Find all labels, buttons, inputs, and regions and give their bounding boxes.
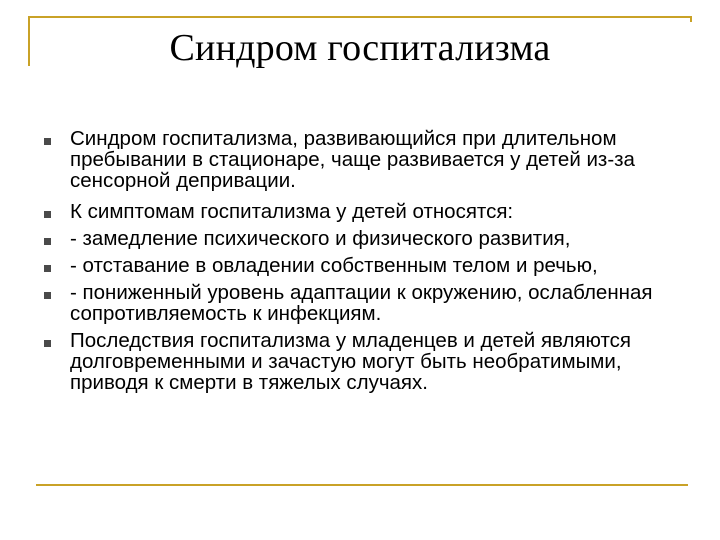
bullet-square-icon <box>44 138 51 145</box>
bullet-text: - замедление психического и физического развития, <box>70 227 571 250</box>
bullet-text: Синдром госпитализма, развивающийся при длительном пребывании в стационаре, чаще развивается у детей из-за сенсорной депривации. <box>70 127 635 192</box>
slide-title: Синдром госпитализма <box>169 27 551 69</box>
bullet-list <box>44 128 694 399</box>
bullet-square-icon <box>44 340 51 347</box>
bullet-text: - пониженный уровень адаптации к окружению, ослабленная сопротивляемость к инфекциям. <box>70 281 653 325</box>
bullet-item <box>44 228 694 249</box>
bullet-square-icon <box>44 292 51 299</box>
frame-bottom-line <box>36 484 688 486</box>
bullet-item <box>44 201 694 222</box>
bullet-text: К симптомам госпитализма у детей относятся: <box>70 200 514 223</box>
bullet-item <box>44 255 694 276</box>
bullet-text: - отставание в овладении собственным телом и речью, <box>70 254 598 277</box>
bullet-square-icon <box>44 265 51 272</box>
bullet-text: Последствия госпитализма у младенцев и детей являются долговременными и зачастую могут быть необратимыми, приводя к смерти в тяжелых случаях. <box>70 329 631 394</box>
bullet-item <box>44 330 694 393</box>
bullet-item <box>44 128 694 191</box>
bullet-square-icon <box>44 238 51 245</box>
frame-top-line <box>28 16 692 18</box>
bullet-item <box>44 282 694 324</box>
bullet-square-icon <box>44 211 51 218</box>
frame-right-tick <box>690 16 692 22</box>
